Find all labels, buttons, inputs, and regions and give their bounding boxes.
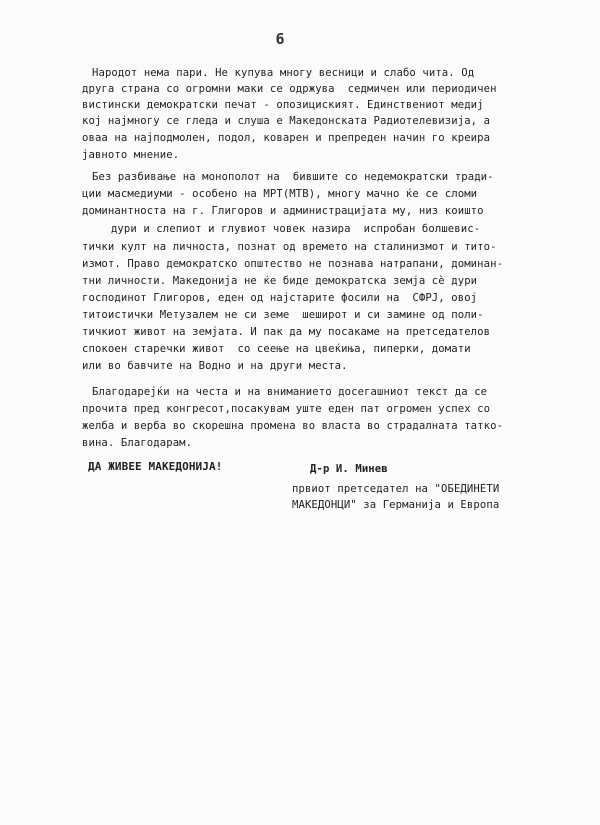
- paragraph2-line: доминантноста на г. Глигоров и администрацијата му, низ коишто: [82, 205, 484, 217]
- paragraph2-line: господинот Глигоров, еден од најстарите фосили на СФРЈ, овој: [82, 292, 478, 304]
- signature-title-line: првиот претседател на "ОБЕДИНЕТИ: [292, 483, 500, 495]
- paragraph1-line: Народот нема пари. Не купува многу весници и слабо чита. Од: [92, 67, 475, 79]
- paragraph3-line: вина. Благодарам.: [82, 437, 193, 449]
- paragraph1-line: јавното мнение.: [82, 149, 180, 161]
- paragraph2-line: тички култ на личноста, познат од времето на сталинизмот и тито-: [82, 241, 497, 253]
- paragraph2-line: ции масмедиуми - особено на МРТ(МТВ), многу мачно ќе се сломи: [82, 188, 478, 200]
- paragraph2-line: или во бавчите на Водно и на други места.: [82, 360, 348, 372]
- page-number: 6: [275, 30, 285, 48]
- paragraph1-line: друга страна со огромни маки се одржува седмичен или периодичен: [82, 83, 497, 95]
- paragraph1-line: вистински демократски печат - опозициският. Единствениот медиј: [82, 99, 484, 111]
- signature-title-line: МАКЕДОНЦИ" за Германија и Европа: [292, 499, 500, 511]
- paragraph2-line: титоистички Метузалем не си земе шеширот и си замине од поли-: [82, 309, 484, 321]
- paragraph1-line: кој најмногу се гледа и слуша е Македонската Радиотелевизија, а: [82, 115, 491, 127]
- paragraph3-line: желба и верба во скорешна промена во власта во страдалната татко-: [82, 420, 504, 432]
- paragraph2-line: тни личности. Македонија не ќе биде демократска земја сè дури: [82, 275, 478, 287]
- paragraph3-line: Благодарејќи на честа и на вниманието досегашниот текст да се: [92, 386, 488, 398]
- paragraph2-line: спокоен старечки живот со сеење на цвеќиња, пиперки, домати: [82, 343, 471, 355]
- paragraph2-line: Без разбивање на монополот на бившите со недемократски тради-: [92, 171, 494, 183]
- paragraph2-line: тичкиот живот на земјата. И пак да му посакаме на претседателов: [82, 326, 491, 338]
- paragraph2-line: дури и слепиот и глувиот човек назира испробан болшевис-: [98, 223, 481, 235]
- paragraph2-line: измот. Право демократско општество не познава натрапани, доминан-: [82, 258, 504, 270]
- closing-slogan: ДА ЖИВЕЕ МАКЕДОНИЈА!: [88, 460, 223, 473]
- paragraph3-line: прочита пред конгресот,посакувам уште еден пат огромен успех со: [82, 403, 491, 415]
- paragraph1-line: оваа на најподмолен, подол, коварен и препреден начин го креира: [82, 132, 491, 144]
- signature-name: Д-р И. Минев: [310, 463, 388, 475]
